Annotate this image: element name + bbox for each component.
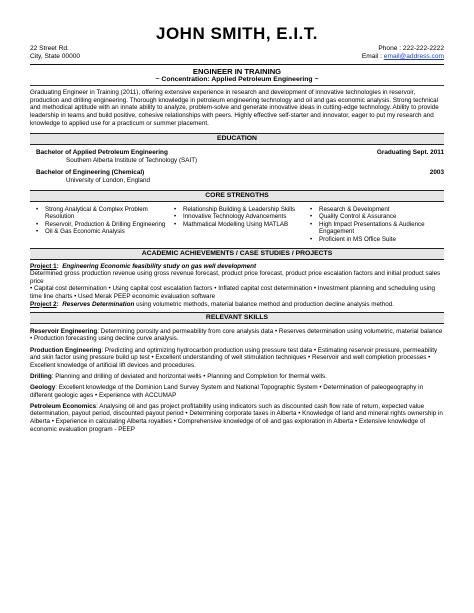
contact-block [30,45,444,62]
education-item [30,169,444,184]
concentration-line: ~ Concentration: Applied Petroleum Engineering ~ [155,75,319,83]
education-date: 2003 [429,169,444,177]
core-strengths-heading: CORE STRENGTHS [30,190,444,202]
project-1-bullets: • Capital cost determination • Using capital cost escalation factors • Inflated capital cost determination • Investment planning and scheduling using time line charts • Used Merak PEEP economic evaluation software [30,285,436,300]
project-2-label: Project 2 [30,300,57,308]
phone-email-block [362,45,444,62]
project-1-label: Project 1 [30,262,57,270]
skill-label: Geology [30,384,56,392]
project-1 [30,263,444,271]
strength-item: • Innovative Technology Advancements [174,213,310,220]
email-link[interactable]: email@address.com [383,53,444,61]
address-line-1: 22 Street Rd. [30,45,69,52]
skill-label: Petroleum Economics [30,402,97,410]
phone-text: Phone : 222-222-2222 [378,45,444,52]
skill-label: Production Engineering [30,346,102,354]
relevant-skills-heading: RELEVANT SKILLS [30,312,444,324]
strength-item: • Mathmatical Modelling Using MATLAB [174,221,310,228]
skill-reservoir [30,328,444,343]
project-1-body: Determined gross production revenue using gross revenue forecast, product price forecast, product price escalation factors and initial product sales price [30,270,441,285]
education-date: Graduating Sept. 2011 [376,149,444,157]
strength-item: • Research & Development [310,206,430,213]
email-label: Email : [361,53,384,61]
summary-paragraph: Graduating Engineer in Training (2011), offering extensive experience in research and development of innovative technologies in reservoir, production and drilling engineering. Thorough knowledge in petroleum engineering technology and oil and gas economic analysis. Strong technical and methodical aptitude with an innate ability to analyze, problem-solve and generate innovative ideas in cutting-edge technology. Ability to provide leadership in teams and build positive, cohesive relationships with peers. Highly effective self-starter and innovator, eager to put my research and knowledge to applied use for a practicum or summer placement. [30,89,439,127]
project-2-colon: : [56,300,59,308]
project-2-body: using volumetric methods, material balance method and production decline analysis method. [136,300,395,308]
education-degree: Bachelor of Engineering (Chemical) [36,169,145,177]
education-degree: Bachelor of Applied Petroleum Engineering [36,149,168,157]
strength-item: • Proficient in MS Office Suite [310,236,430,243]
skill-label: Reservoir Engineering [30,327,98,335]
project-2 [30,301,444,309]
strength-item: • Strong Analytical & Complex Problem Resolution [36,206,174,221]
strengths-column-2 [174,206,310,244]
project-1-colon: : [56,262,59,270]
academic-heading: ACADEMIC ACHIEVEMENTS / CASE STUDIES / PROJECTS [30,248,444,260]
objective-title: ENGINEER IN TRAINING [192,66,282,76]
address-line-2: City, State 00000 [30,53,81,61]
address-block [30,45,80,62]
skill-text: : Predicting and optimizing hydrocarbon production using pressure test data • Estimating reservoir pressure, permeability and skin factor using pressure build up test • Excellent understanding of well stimulation techniques • Reservoir and well completion processes • Excellent knowledge of artificial lift devices and procedures. [30,346,438,369]
education-school: University of London, England [66,176,151,184]
skill-label: Drilling [30,372,52,380]
education-school: Southern Alberta Institute of Technology (SAIT) [66,156,198,164]
education-heading: EDUCATION [30,133,444,145]
core-strengths-grid [30,206,444,244]
strength-item: • Relationship Building & Leadership Skills [174,206,310,213]
project-2-title: Reserves Determination [62,300,135,308]
strengths-column-1 [36,206,174,244]
skill-text: : Determining porosity and permeability from core analysis data • Reserves determination using volumetric, material balance • Production forecasting using decline curve analysis. [30,327,443,343]
skill-production [30,347,444,370]
strength-item: • Oil & Gas Economic Analysis [36,228,174,235]
candidate-name: JOHN SMITH, E.I.T. [155,24,319,43]
email-line [362,53,444,61]
skill-text: : Planning and drilling of deviated and horizontal wells • Planning and Completion for thermal wells. [51,372,327,380]
strength-item: • Reservoir, Production & Drilling Engineering [36,221,174,228]
education-item [30,149,444,164]
strength-item: • Quality Control & Assurance [310,213,430,220]
skill-petroleum-economics [30,403,444,433]
project-1-title: Engineering Economic feasibility study on gas well development [62,262,257,270]
skill-text: : Excellent knowledge of the Dominion Land Survey System and National Topographic System • Determination of paleogeography in different geologic ages • Experience with ACCUMAP [30,384,424,399]
skill-drilling [30,373,444,381]
skill-text: : Analysing oil and gas project profitability using indicators such as discounted cash flow rate of return, expected value determination, payout period, discounted payout period • Determining corporate taxes in Alberta • Knowledge of land and mineral rights ownership in Alberta • Experience in calculating Alberta royalties • Comprehensive knowledge of oil and gas exploration in Alberta • Extensive knowledge of economic evaluation program - PEEP [30,402,443,433]
strength-item: • High Impact Presentations & Audience Engagement [310,221,430,236]
skill-geology [30,384,444,399]
objective-divider [30,85,444,86]
strengths-column-3 [310,206,430,244]
